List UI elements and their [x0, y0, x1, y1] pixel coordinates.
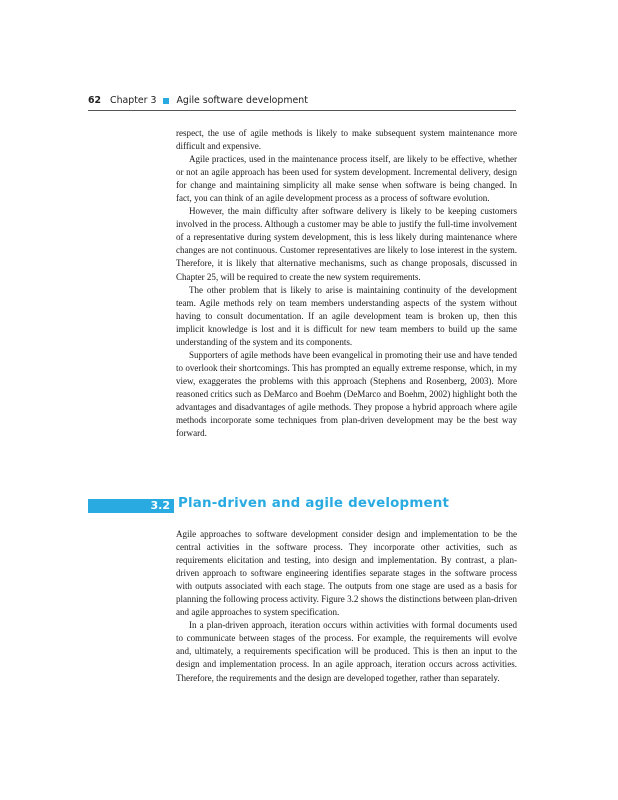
section-title: Plan-driven and agile development: [178, 496, 450, 511]
paragraph: Agile practices, used in the maintenance process itself, are likely to be effective, whether or not an agile approach has been used for system development. Incremental delivery, design for change and maintaining simplicity all make sense when software is being changed. In fact, you can think of an agile development process as a process of software evolution.: [176, 154, 517, 204]
chapter-title: Agile software development: [176, 95, 308, 106]
section-number: 3.2: [88, 499, 174, 513]
paragraph: respect, the use of agile methods is likely to make subsequent system maintenance more difficult and expensive.: [176, 128, 517, 152]
paragraph: Supporters of agile methods have been evangelical in promoting their use and have tended to overlook their shortcomings. This has prompted an equally extreme response, which, in my view, exaggerates the problems with this approach (Stephens and Rosenberg, 2003). More reasoned critics such as DeMarco and Boehm (DeMarco and Boehm, 2002) highlight both the advantages and disadvantages of agile methods. They propose a hybrid approach where agile methods incorporate some techniques from plan-driven development may be the best way forward.: [176, 349, 517, 439]
chapter-label: Chapter 3: [110, 95, 157, 106]
header-rule: [88, 110, 516, 111]
running-head: [88, 95, 516, 106]
square-bullet-icon: [163, 98, 169, 104]
paragraph: Agile approaches to software development consider design and implementation to be the central activities in the software process. They incorporate other activities, such as requirements elicitation and testing, into design and implementation. By contrast, a plan-driven approach to software engineering identifies separate stages in the software process with outputs associated with each stage. The outputs from one stage are used as a basis for planning the following process activity. Figure 3.2 shows the distinctions between plan-driven and agile approaches to system specification.: [176, 529, 517, 618]
body-text-top: [176, 127, 517, 440]
paragraph: In a plan-driven approach, iteration occurs within activities with formal documents used to communicate between stages of the process. For example, the requirements will evolve and, ultimately, a requirements specification will be produced. This is then an input to the design and implementation process. In an agile approach, iteration occurs across activities. Therefore, the requirements and the design are developed together, rather than separately.: [176, 620, 517, 683]
paragraph: However, the main difficulty after software delivery is likely to be keeping customers involved in the process. Although a customer may be able to justify the full-time involvement of a representative during system development, this is less likely during maintenance where changes are not continuous. Customer representatives are likely to lose interest in the system. Therefore, it is likely that alternative mechanisms, such as change proposals, discussed in Chapter 25, will be required to create the new system requirements.: [176, 206, 517, 282]
page-number: 62: [88, 95, 102, 106]
body-text-bottom: [176, 528, 517, 685]
paragraph: The other problem that is likely to arise is maintaining continuity of the development team. Agile methods rely on team members understanding aspects of the system without having to consult documentation. If an agile development team is broken up, then this implicit knowledge is lost and it is difficult for new team members to build up the same understanding of the system and its components.: [176, 284, 517, 347]
